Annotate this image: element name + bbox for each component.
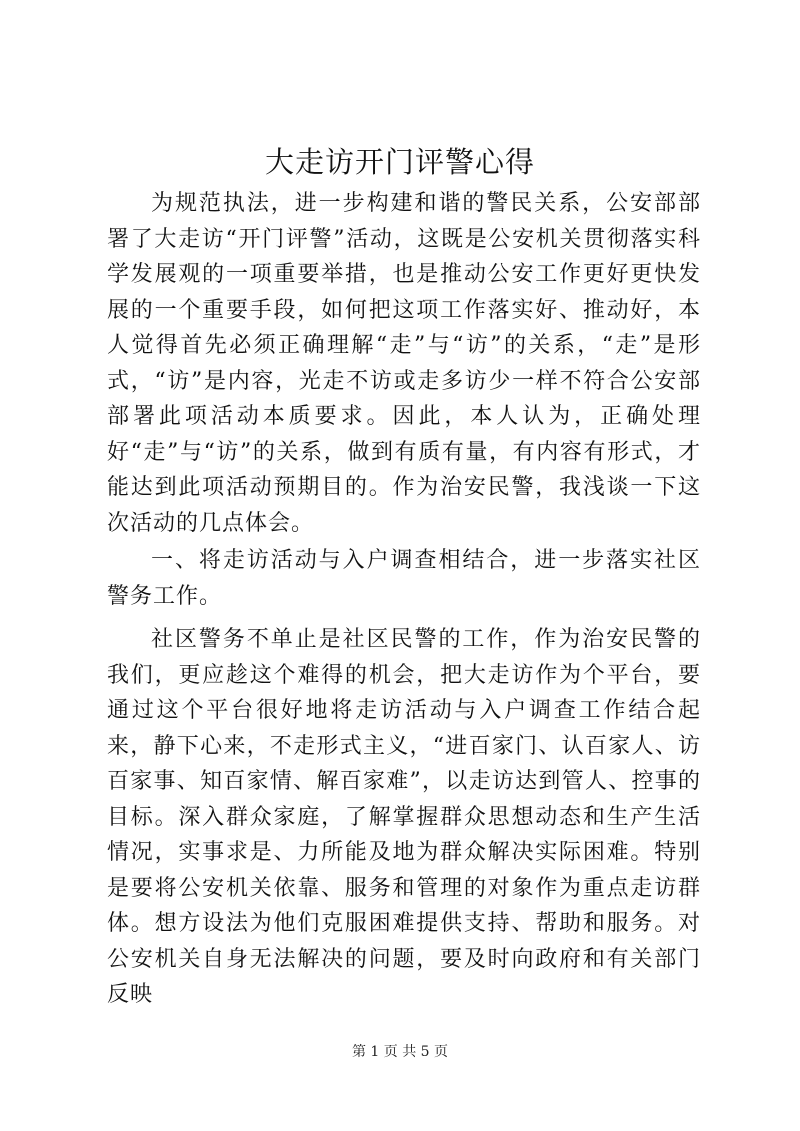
page-footer: 第 1 页 共 5 页 [351,1044,449,1060]
section-heading-1: 一、将走访活动与入户调查相结合，进一步落实社区警务工作。 [107,548,701,609]
paragraph-section-1: 社区警务不单止是社区民警的工作，作为治安民警的我们，更应趁这个难得的机会，把大走访作为个平台，要通过这个平台很好地将走访活动与入户调查工作结合起来，静下心来，不走形式主义，“进百家门、认百家人、访百家事、知百家情、解百家难”，以走访达到管人、控事的目标。深入群众家庭，了解掌握群众思想动态和生产生活情况，实事求是、力所能及地为群众解决实际困难。特别是要将公安机关依靠、服务和管理的对象作为重点走访群体。想方设法为他们克服困难提供支持、帮助和服务。对公安机关自身无法解决的问题，要及时向政府和有关部门反映 [107,627,701,1007]
document-body [107,186,701,1013]
document-title: 大走访开门评警心得 [264,145,535,179]
paragraph-intro: 为规范执法，进一步构建和谐的警民关系，公安部部署了大走访“开门评警”活动，这既是公安机关贯彻落实科学发展观的一项重要举措，也是推动公安工作更好更快发展的一个重要手段，如何把这项工作落实好、推动好，本人觉得首先必须正确理解“走”与“访”的关系，“走”是形式，“访”是内容，光走不访或走多访少一样不符合公安部部署此项活动本质要求。因此，本人认为，正确处理好“走”与“访”的关系，做到有质有量，有内容有形式，才能达到此项活动预期目的。作为治安民警，我浅谈一下这次活动的几点体会。 [107,191,701,536]
